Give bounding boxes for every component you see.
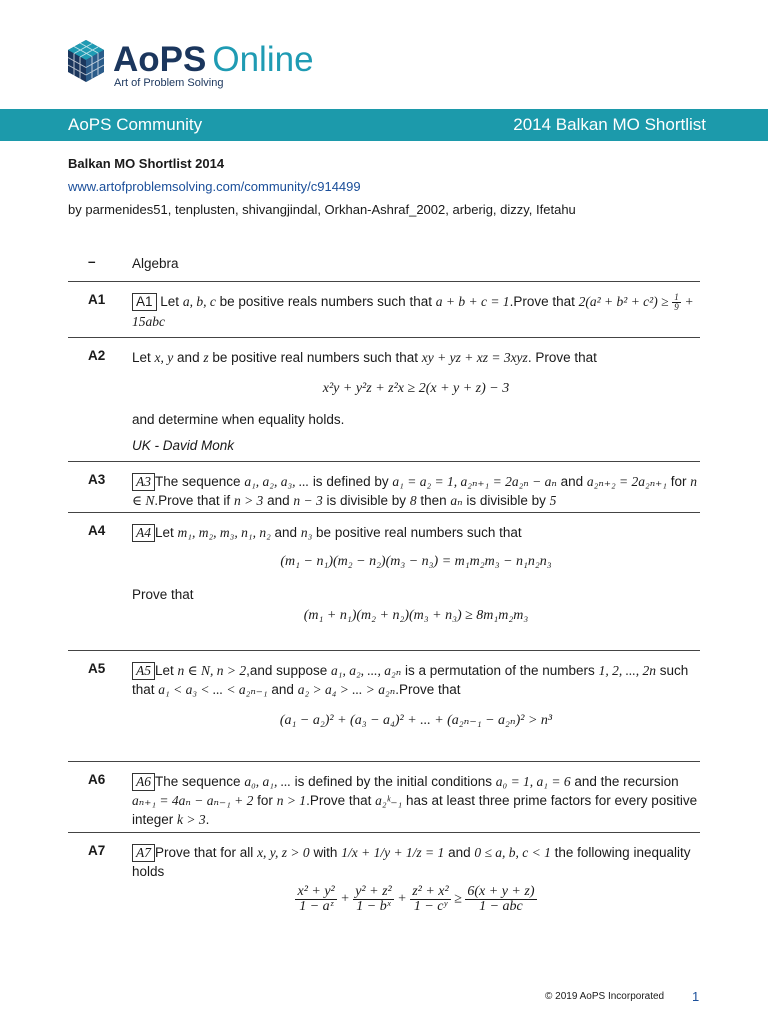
statement-text: such that — [132, 663, 689, 697]
math-display: (m₁ + n₁)(m₂ + n₂)(m₃ + n₃) ≥ 8m₁m₂m₃ — [303, 608, 529, 623]
statement-text: with — [313, 845, 338, 860]
statement-text: .Prove that if — [154, 493, 231, 508]
math-inline: a₁, a₂, ..., a₂ₙ — [331, 663, 402, 678]
statement-text: The sequence — [155, 474, 241, 489]
problem-tag[interactable]: A6 — [132, 773, 155, 791]
fraction-numerator: x² + y² — [297, 884, 335, 899]
math-inline: a₂ > a₄ > ... > a₂ₙ — [297, 682, 396, 697]
math-inline: + 15abc — [132, 294, 694, 329]
problem-tag[interactable]: A7 — [132, 844, 155, 862]
statement-text: .Prove that — [306, 793, 372, 808]
statement-text: is divisible by — [326, 493, 407, 508]
statement-text: .Prove that — [509, 294, 575, 309]
statement-text: and — [274, 525, 298, 540]
problem-row-a5 — [68, 651, 700, 762]
document-title: Balkan MO Shortlist 2014 — [68, 156, 225, 171]
statement-text: Let — [132, 350, 151, 365]
math-inline: 0 ≤ a, b, c < 1 — [474, 845, 551, 860]
math-inline: a₁ < a₃ < ... < a₂ₙ₋₁ — [158, 682, 268, 697]
problem-statement — [132, 466, 700, 512]
fraction — [672, 293, 681, 312]
problem-tag[interactable]: A1 — [132, 293, 157, 311]
statement-text: and — [177, 350, 200, 365]
math-inline: a₀, a₁, ... — [244, 774, 291, 789]
problem-tag[interactable]: A4 — [132, 524, 155, 542]
math-inline: x, y — [154, 350, 174, 365]
problem-row-a2 — [68, 338, 700, 462]
statement-text: is defined by the initial conditions — [294, 774, 492, 789]
statement-line — [132, 348, 700, 367]
statement-text: Let — [155, 663, 174, 678]
fraction — [295, 885, 336, 914]
math-inline: aₙ₊₁ = 4aₙ − aₙ₋₁ + 2 — [132, 793, 254, 808]
problem-statement — [132, 517, 700, 650]
statement-text: and — [448, 845, 471, 860]
statement-text: is defined by — [312, 474, 389, 489]
math-inline: n − 3 — [293, 493, 323, 508]
section-code: – — [88, 254, 96, 269]
fraction-numerator: z² + x² — [412, 884, 449, 899]
contest-title: 2014 Balkan MO Shortlist — [513, 115, 706, 134]
problem-row-a6 — [68, 762, 700, 833]
statement-text: be positive reals numbers such that — [219, 294, 432, 309]
statement-text: for — [670, 474, 687, 489]
math-display: x²y + y²z + z²x ≥ 2(x + y + z) − 3 — [322, 381, 510, 396]
fraction-denominator: 9 — [674, 301, 679, 312]
problem-statement — [132, 837, 700, 923]
problem-code: A4 — [88, 523, 106, 538]
brand-name-bold: AoPS — [113, 40, 207, 79]
statement-text: the following inequality holds — [132, 845, 691, 879]
math-inline: a₀ = 1, a₁ = 6 — [495, 774, 571, 789]
math-inline: n > 1 — [276, 793, 307, 808]
problem-row-a4 — [68, 513, 700, 651]
brand-tagline: Art of Problem Solving — [114, 77, 224, 89]
problem-row-a3 — [68, 462, 700, 513]
fraction-numerator: 1 — [674, 291, 679, 302]
math-display: $\frac{\text{x² + y²}}{\text{1 − aᶻ}}$ + $\frac{\text{y² + z²}}{\text{1 − bˣ}}$ + $\frac{\text{z² + x²}}{\text{1 − cʸ}}$ ≥ $\frac{6(x + y + z)}{\text{1 − abc}}$ — [297, 884, 535, 914]
statement-line — [132, 843, 700, 881]
footer-copyright: © 2019 AoPS Incorporated — [545, 991, 665, 1002]
math-inline: xy + yz + xz = 3xyz — [421, 350, 528, 365]
statement-text: is a permutation of the numbers — [404, 663, 595, 678]
section-label: Algebra — [132, 256, 179, 271]
fraction-denominator: 1 − cʸ — [413, 899, 448, 914]
math-display: (m₁ − n₁)(m₂ − n₂)(m₃ − n₃) = m₁m₂m₃ − n₁n₂n₃ — [280, 554, 552, 569]
problem-row-a1 — [68, 282, 700, 338]
math-inline: a₂ᵏ₋₁ — [375, 793, 403, 808]
brand-name-light: Online — [212, 40, 314, 79]
problem-attribution: UK - David Monk — [132, 438, 235, 453]
problem-list — [68, 248, 700, 923]
math-inline: aₙ — [450, 493, 463, 508]
math-inline: n₃ — [300, 525, 313, 540]
problem-tag[interactable]: A5 — [132, 662, 155, 680]
statement-text: be positive real numbers such that — [212, 350, 418, 365]
fraction-denominator: 1 − aᶻ — [299, 899, 334, 914]
statement-text: . — [205, 812, 210, 827]
math-inline: a₁ = a₂ = 1, a₂ₙ₊₁ = 2a₂ₙ − aₙ — [392, 474, 557, 489]
math-inline: 2(a² + b² + c²) ≥ — [578, 294, 669, 309]
fraction-denominator: 1 − bˣ — [356, 899, 391, 914]
statement-line — [132, 661, 700, 699]
statement-text: and the recursion — [574, 774, 679, 789]
problem-statement — [132, 655, 700, 761]
statement-text: Let — [155, 525, 174, 540]
math-inline: a₂ₙ₊₂ = 2a₂ₙ₊₁ — [586, 474, 667, 489]
statement-text: and — [267, 493, 290, 508]
statement-text: Prove that for all — [155, 845, 254, 860]
fraction — [353, 885, 394, 914]
statement-text: has at least three prime factors for every positive integer — [132, 793, 698, 827]
problem-statement — [132, 766, 700, 832]
math-inline: k > 3 — [177, 812, 206, 827]
math-inline: n ∈ N, n > 2 — [177, 663, 247, 678]
statement-text: for — [257, 793, 273, 808]
fraction — [465, 885, 536, 914]
problem-row-a7 — [68, 833, 700, 923]
statement-text: Let — [160, 294, 180, 309]
statement-line — [132, 523, 700, 542]
math-inline: a, b, c — [182, 294, 216, 309]
problem-statement — [132, 286, 700, 337]
math-display: (a₁ − a₂)² + (a₃ − a₄)² + ... + (a₂ₙ₋₁ − a₂ₙ)² > n³ — [279, 713, 553, 728]
statement-text: and determine when equality holds. — [132, 412, 345, 427]
fraction-numerator: y² + z² — [355, 884, 392, 899]
fraction-numerator: 6(x + y + z) — [467, 884, 535, 899]
problem-code: A1 — [88, 292, 106, 307]
statement-text: be positive real numbers such that — [316, 525, 522, 540]
math-inline: m₁, m₂, m₃, n₁, n₂ — [177, 525, 271, 540]
problem-code: A7 — [88, 843, 106, 858]
problem-code: A3 — [88, 472, 106, 487]
math-inline: n ∈ N — [132, 474, 698, 508]
fraction — [410, 885, 451, 914]
math-inline: a + b + c = 1 — [435, 294, 510, 309]
problem-statement — [132, 342, 700, 461]
statement-text: Prove that — [132, 587, 194, 602]
statement-text: .Prove that — [395, 682, 461, 697]
statement-text: and — [560, 474, 584, 489]
statement-text: The sequence — [155, 774, 241, 789]
statement-text: is divisible by — [466, 493, 546, 508]
statement-text: . Prove that — [527, 350, 597, 365]
problem-code: A2 — [88, 348, 106, 363]
community-link[interactable]: AoPS Community — [68, 115, 203, 134]
page-number: 1 — [692, 989, 700, 1004]
math-inline: 5 — [549, 493, 557, 508]
math-inline: 1/x + 1/y + 1/z = 1 — [341, 845, 445, 860]
problem-code: A5 — [88, 661, 106, 676]
problem-code: A6 — [88, 772, 106, 787]
statement-text: then — [420, 493, 447, 508]
authors-line: by parmenides51, tenplusten, shivangjindal, Orkhan-Ashraf_2002, arberig, dizzy, Ifetahu — [68, 202, 576, 217]
math-inline: 1, 2, ..., 2n — [598, 663, 656, 678]
math-inline: n > 3 — [233, 493, 264, 508]
fraction-denominator: 1 − abc — [479, 899, 523, 914]
statement-text: ,and suppose — [246, 663, 328, 678]
math-inline: a₁, a₂, a₃, ... — [244, 474, 310, 489]
brand-name — [113, 40, 314, 80]
section-row-algebra — [68, 248, 700, 282]
math-inline: 8 — [409, 493, 417, 508]
math-inline: z — [203, 350, 209, 365]
cube-logo-icon — [66, 38, 106, 84]
statement-text: and — [271, 682, 294, 697]
problem-tag[interactable]: A3 — [132, 473, 155, 491]
math-inline: x, y, z > 0 — [257, 845, 310, 860]
header-bar — [0, 109, 768, 141]
community-url-link[interactable]: www.artofproblemsolving.com/community/c914499 — [68, 179, 361, 194]
